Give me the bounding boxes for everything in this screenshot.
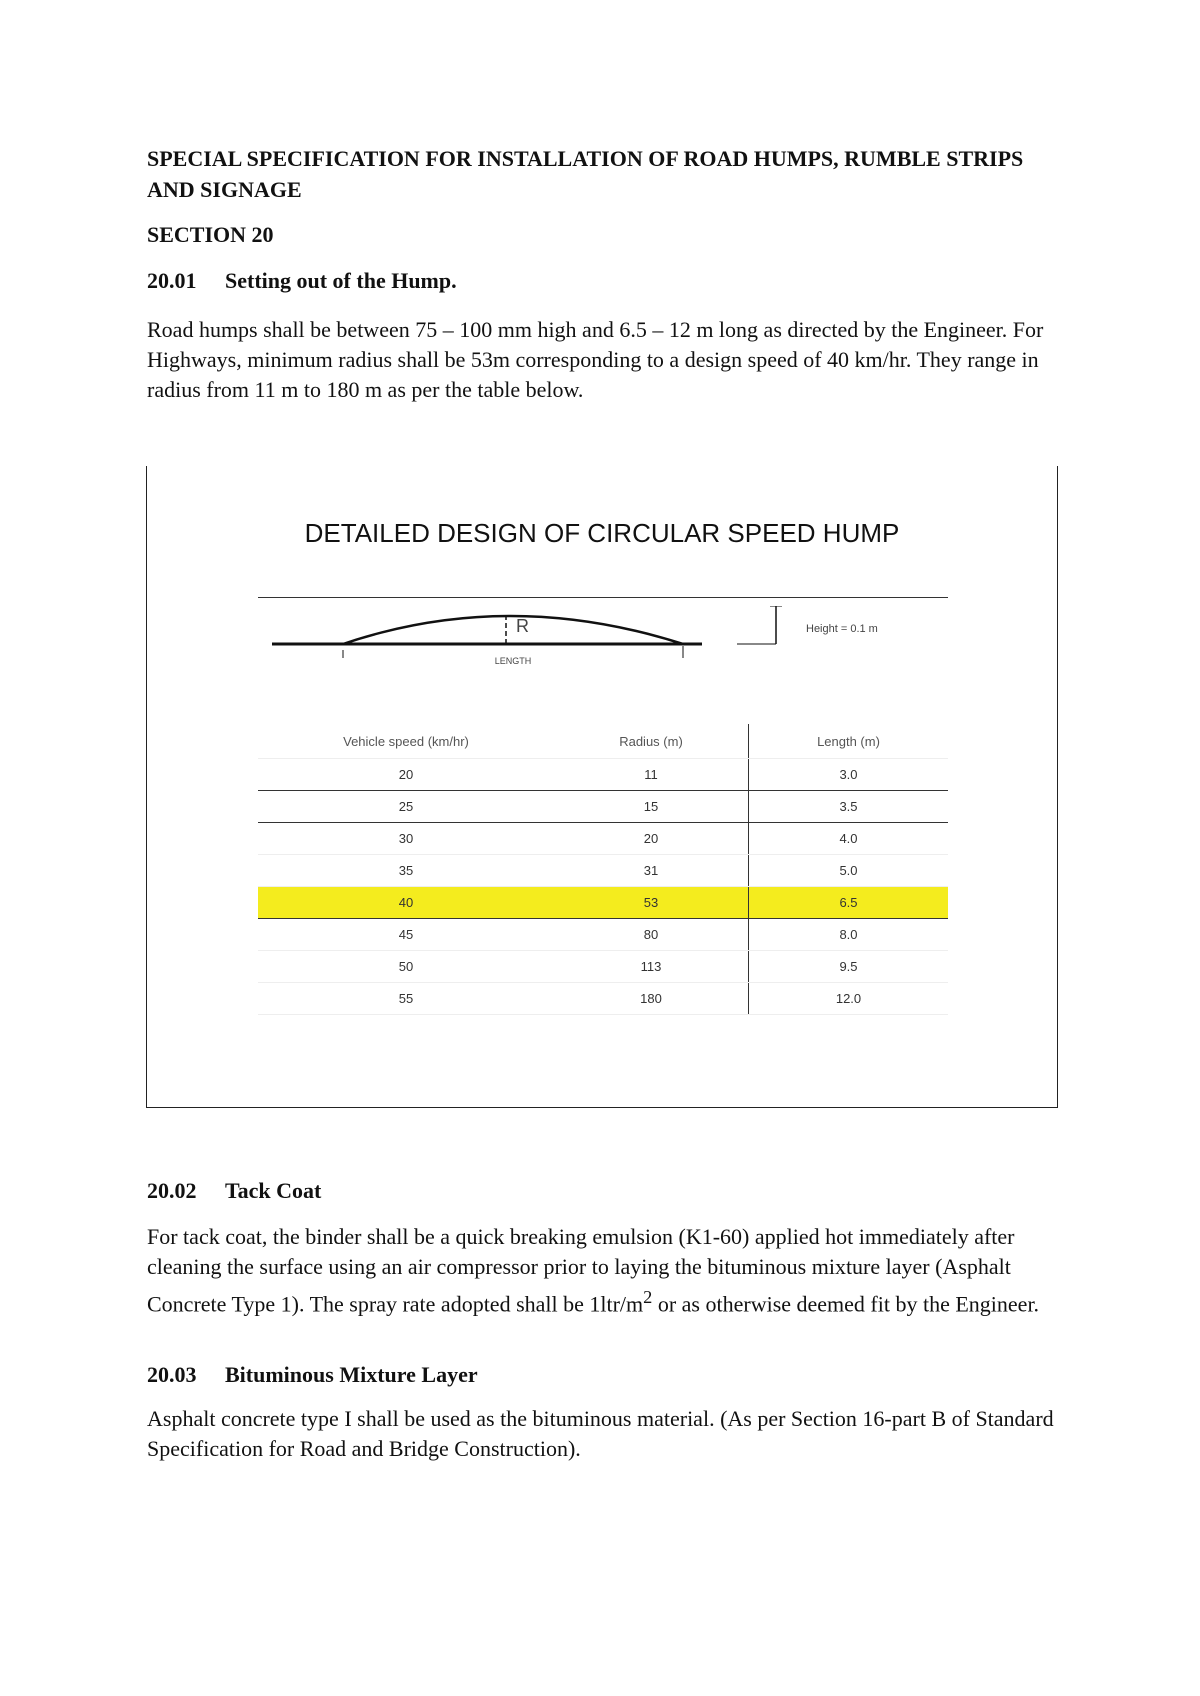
- cell-speed: 55: [258, 983, 554, 1015]
- heading-text: Bituminous Mixture Layer: [225, 1362, 478, 1387]
- table-row: [258, 983, 948, 1015]
- heading-number: 20.03: [147, 1362, 197, 1387]
- section-label: SECTION 20: [147, 222, 274, 247]
- cell-length: 5.0: [749, 855, 949, 887]
- cell-length: 3.5: [749, 791, 949, 823]
- cell-radius: 180: [554, 983, 749, 1015]
- paragraph-tack-coat: [147, 1222, 1067, 1319]
- cell-radius: 113: [554, 951, 749, 983]
- tack-coat-text-2: or as otherwise deemed fit by the Engineer.: [652, 1291, 1040, 1317]
- height-label: Height = 0.1 m: [806, 623, 878, 635]
- heading-20-03: [147, 1362, 478, 1388]
- cell-radius: 31: [554, 855, 749, 887]
- cell-speed: 50: [258, 951, 554, 983]
- cell-speed: 25: [258, 791, 554, 823]
- table-row: [258, 855, 948, 887]
- figure-divider: [258, 597, 948, 598]
- cell-speed: 40: [258, 887, 554, 919]
- paragraph-bituminous-layer: Asphalt concrete type I shall be used as the bituminous material. (As per Section 16-part B of Standard Specification for Road and Bridge Construction).: [147, 1406, 1054, 1461]
- cell-length: 12.0: [749, 983, 949, 1015]
- cell-radius: 11: [554, 759, 749, 791]
- heading-20-02: [147, 1178, 321, 1204]
- heading-text: Setting out of the Hump.: [225, 268, 457, 293]
- heading-20-01: [147, 268, 457, 294]
- cell-radius: 53: [554, 887, 749, 919]
- cell-radius: 15: [554, 791, 749, 823]
- cell-speed: 45: [258, 919, 554, 951]
- cell-speed: 30: [258, 823, 554, 855]
- cell-radius: 80: [554, 919, 749, 951]
- hump-arc: [343, 616, 683, 644]
- cell-length: 8.0: [749, 919, 949, 951]
- radius-label: R: [516, 616, 529, 636]
- cell-length: 6.5: [749, 887, 949, 919]
- heading-text: Tack Coat: [225, 1178, 322, 1203]
- col-header-speed: Vehicle speed (km/hr): [258, 724, 554, 759]
- table-row: [258, 919, 948, 951]
- cell-speed: 35: [258, 855, 554, 887]
- cell-length: 3.0: [749, 759, 949, 791]
- col-header-length: Length (m): [749, 724, 949, 759]
- cell-speed: 20: [258, 759, 554, 791]
- heading-number: 20.02: [147, 1178, 197, 1203]
- hump-profile-diagram: [258, 606, 948, 706]
- paragraph-setting-out: Road humps shall be between 75 – 100 mm high and 6.5 – 12 m long as directed by the Engineer. For Highways, minimum radius shall be 53m corresponding to a design speed of 40 km/hr. They range in radius from 11 m to 180 m as per the table below.: [147, 317, 1044, 402]
- cell-radius: 20: [554, 823, 749, 855]
- document-title: SPECIAL SPECIFICATION FOR INSTALLATION OF ROAD HUMPS, RUMBLE STRIPS AND SIGNAGE: [147, 146, 1024, 202]
- cell-length: 9.5: [749, 951, 949, 983]
- length-label: LENGTH: [494, 656, 532, 666]
- table-row-highlighted: [258, 887, 948, 919]
- hump-design-figure: [146, 466, 1058, 1108]
- table-row: [258, 791, 948, 823]
- hump-design-table: [258, 724, 948, 1015]
- cell-length: 4.0: [749, 823, 949, 855]
- table-row: [258, 951, 948, 983]
- heading-number: 20.01: [147, 268, 197, 293]
- figure-title: DETAILED DESIGN OF CIRCULAR SPEED HUMP: [304, 518, 900, 548]
- table-row: [258, 823, 948, 855]
- tack-coat-text-1: For tack coat, the binder shall be a quick breaking emulsion (K1-60) applied hot immediately after cleaning the surface using an air compressor prior to laying the bituminous mixture layer (Asphalt Concrete Type 1). The spray rate adopted shall be 1ltr/m: [147, 1224, 1015, 1317]
- table-row: [258, 759, 948, 791]
- tack-coat-superscript: 2: [643, 1287, 653, 1307]
- col-header-radius: Radius (m): [554, 724, 749, 759]
